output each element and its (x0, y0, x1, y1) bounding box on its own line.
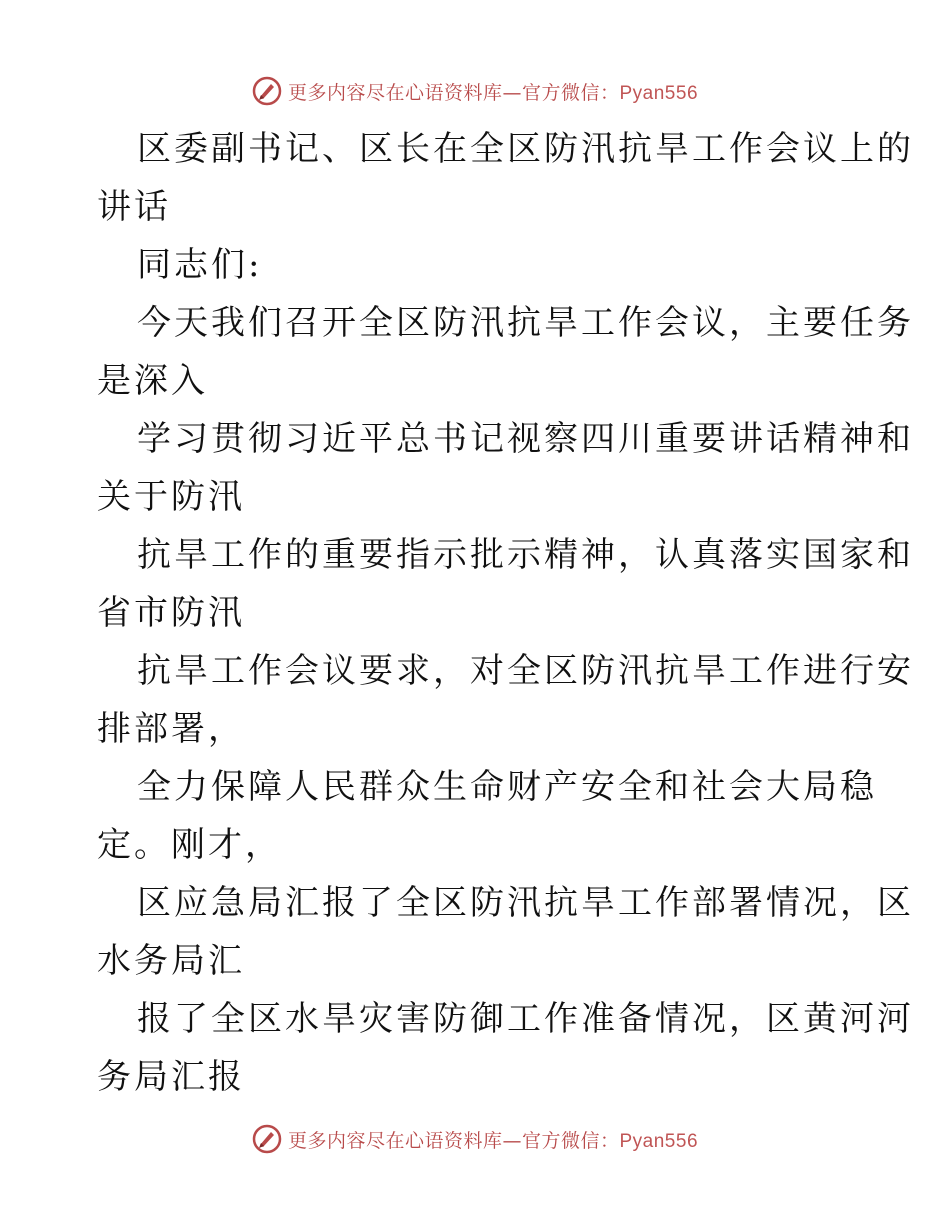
doc-line: 定。刚才， (97, 825, 282, 865)
watermark-account-id: Pyan556 (619, 1130, 699, 1152)
doc-line: 报了全区水旱灾害防御工作准备情况，区黄河河 (137, 999, 914, 1039)
watermark-site-text: 更多内容尽在心语资料库 (287, 1129, 503, 1152)
doc-line: 讲话 (97, 187, 171, 227)
doc-line: 抗旱工作的重要指示批示精神，认真落实国家和 (137, 535, 914, 575)
doc-line: 区应急局汇报了全区防汛抗旱工作部署情况，区 (137, 883, 914, 923)
pen-logo-icon (252, 76, 282, 106)
doc-line: 排部署， (97, 709, 245, 749)
watermark-separator: — (502, 81, 522, 104)
doc-line: 关于防汛 (97, 477, 245, 517)
doc-line: 务局汇报 (97, 1057, 245, 1097)
doc-line: 区委副书记、区长在全区防汛抗旱工作会议上的 (137, 129, 914, 169)
doc-line: 省市防汛 (97, 593, 245, 633)
watermark-banner-bottom (0, 1119, 950, 1159)
doc-line: 学习贯彻习近平总书记视察四川重要讲话精神和 (137, 419, 914, 459)
watermark-account-prefix: 官方微信： (521, 81, 620, 104)
doc-line: 水务局汇 (97, 941, 245, 981)
watermark-account-prefix: 官方微信： (521, 1129, 620, 1152)
watermark-site-text: 更多内容尽在心语资料库 (287, 81, 503, 104)
doc-line: 同志们: (137, 245, 263, 285)
doc-line: 是深入 (97, 361, 208, 401)
watermark-text (288, 78, 698, 105)
document-body (97, 120, 914, 1106)
watermark-account-id: Pyan556 (619, 82, 699, 104)
watermark-banner-top (0, 71, 950, 111)
pen-logo-icon (252, 1124, 282, 1154)
watermark-separator: — (502, 1129, 522, 1152)
doc-line: 抗旱工作会议要求，对全区防汛抗旱工作进行安 (137, 651, 914, 691)
doc-line: 今天我们召开全区防汛抗旱工作会议，主要任务 (137, 303, 914, 343)
watermark-text (288, 1126, 698, 1153)
doc-line: 全力保障人民群众生命财产安全和社会大局稳 (137, 767, 877, 807)
